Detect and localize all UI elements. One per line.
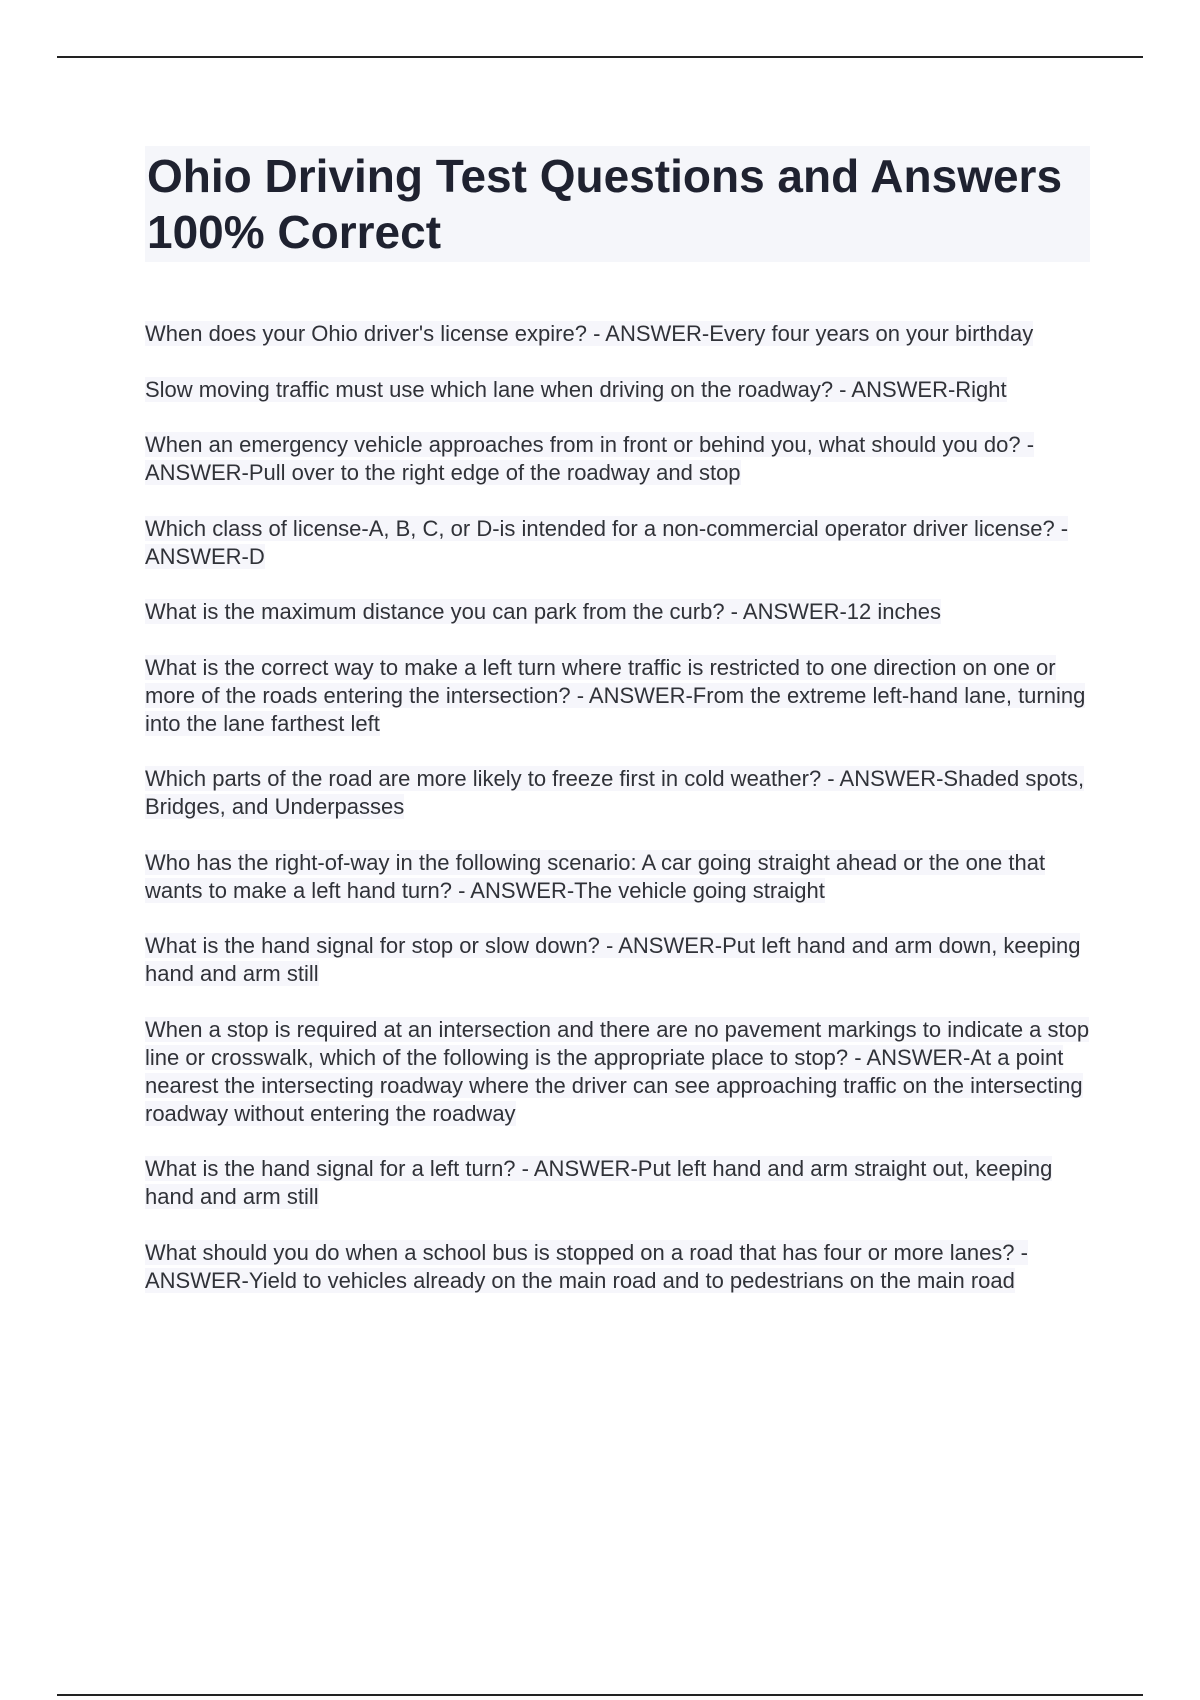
qa-text: Who has the right-of-way in the following scenario: A car going straight ahead or the one that wants to make a left hand turn? - ANSWER-The vehicle going straight [145, 849, 1046, 903]
qa-item [145, 1239, 1090, 1295]
qa-text: Which class of license-A, B, C, or D-is intended for a non-commercial operator driver license? - ANSWER-D [145, 515, 1069, 569]
top-rule [57, 56, 1143, 58]
title-block [145, 146, 1090, 262]
qa-item [145, 320, 1090, 348]
bottom-rule [57, 1694, 1143, 1696]
document-title: Ohio Driving Test Questions and Answers 100% Correct [147, 150, 1063, 258]
qa-text: What is the hand signal for stop or slow down? - ANSWER-Put left hand and arm down, keeping hand and arm still [145, 933, 1081, 986]
qa-text: Slow moving traffic must use which lane when driving on the roadway? - ANSWER-Right [145, 376, 1007, 402]
qa-item [145, 765, 1090, 821]
qa-text: What is the maximum distance you can park from the curb? - ANSWER-12 inches [145, 599, 941, 624]
qa-item [145, 654, 1090, 738]
qa-item [145, 376, 1090, 404]
qa-text: What should you do when a school bus is stopped on a road that has four or more lanes? - ANSWER-Yield to vehicles already on the main road and to pedestrians on the main road [145, 1239, 1028, 1293]
qa-text: What is the correct way to make a left turn where traffic is restricted to one direction on one or more of the roads entering the intersection? - ANSWER-From the extreme left-hand lane, turning into the lane farthest left [145, 654, 1086, 736]
qa-item [145, 849, 1090, 905]
qa-item [145, 431, 1090, 487]
qa-text: What is the hand signal for a left turn? - ANSWER-Put left hand and arm straight out, keeping hand and arm still [145, 1156, 1053, 1209]
qa-item [145, 1155, 1090, 1211]
qa-text: Which parts of the road are more likely to freeze first in cold weather? - ANSWER-Shaded spots, Bridges, and Underpasses [145, 766, 1085, 819]
qa-item [145, 932, 1090, 988]
qa-text: When a stop is required at an intersection and there are no pavement markings to indicate a stop line or crosswalk, which of the following is the appropriate place to stop? - ANSWER-At a point nearest the intersecting roadway where the driver can see approaching traffic on the intersecting roadway without entering the roadway [145, 1016, 1090, 1126]
document-content [145, 146, 1090, 1322]
qa-item [145, 598, 1090, 626]
qa-list [145, 320, 1090, 1295]
qa-item [145, 515, 1090, 571]
qa-text: When does your Ohio driver's license expire? - ANSWER-Every four years on your birthday [145, 321, 1034, 346]
qa-text: When an emergency vehicle approaches from in front or behind you, what should you do? - ANSWER-Pull over to the right edge of the roadway and stop [145, 432, 1035, 485]
qa-item [145, 1016, 1090, 1128]
